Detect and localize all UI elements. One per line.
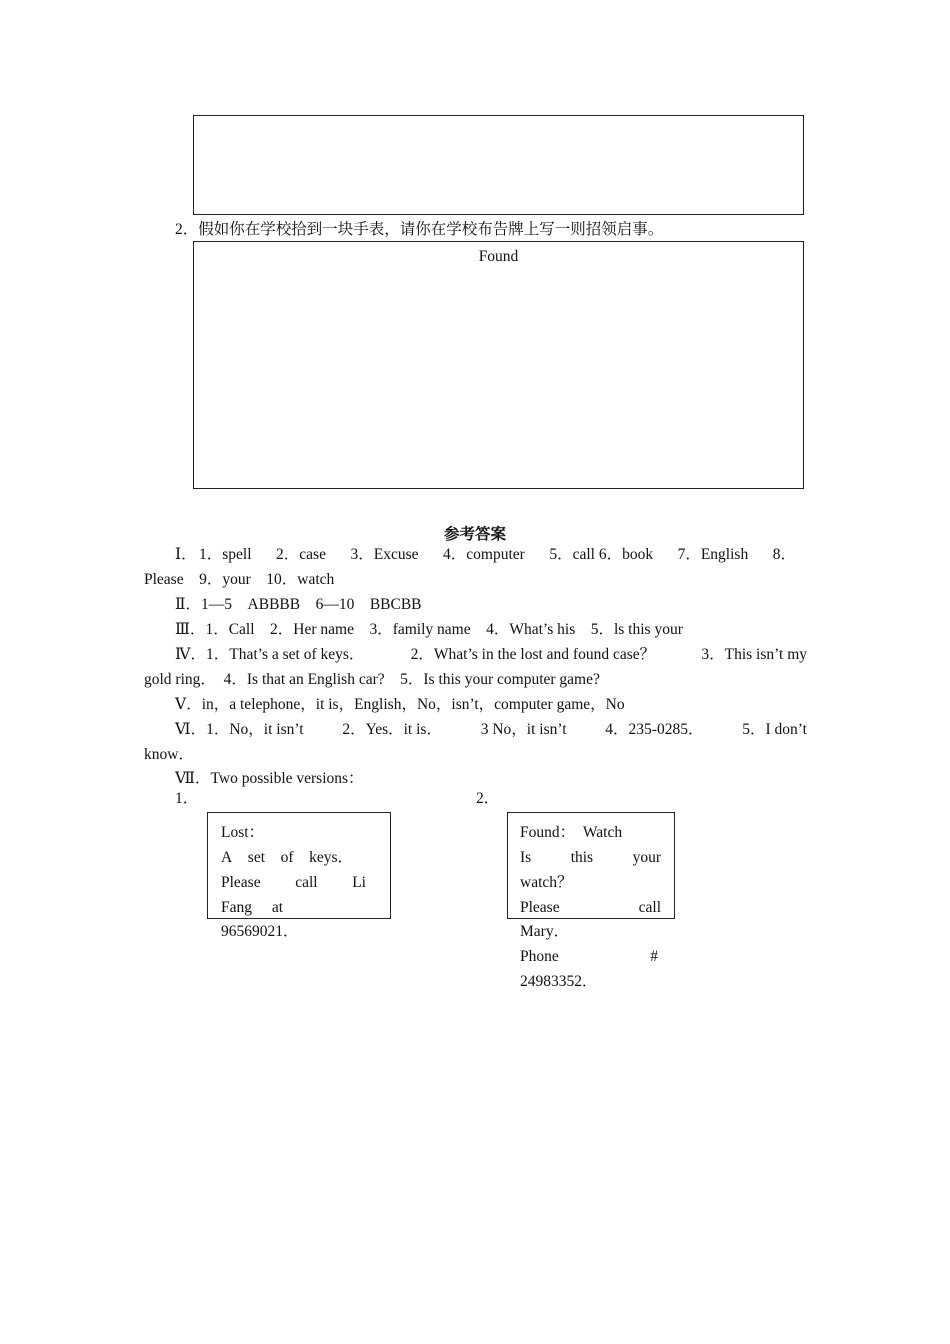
lost-word: Fang: [221, 899, 252, 916]
answer-IV-line1: [175, 645, 807, 665]
lost-word: of: [280, 849, 294, 866]
lost-word: at: [271, 899, 283, 916]
lost-line-2: [221, 848, 353, 868]
answer-IV-item: Ⅳ．1．That’s a set of keys．: [175, 646, 365, 663]
lost-line-3: [221, 873, 366, 893]
answers-heading: 参考答案: [443, 526, 506, 543]
writing-box-1: [193, 115, 804, 215]
found-word: Phone: [520, 948, 559, 965]
found-line-5: Mary．: [520, 923, 570, 940]
answer-VI-line2: know．: [144, 746, 194, 763]
found-word: #: [650, 948, 658, 965]
lost-word: call: [295, 874, 318, 891]
answer-IV-item: 2．What’s in the lost and found case？: [410, 646, 656, 663]
lost-line-4: [221, 898, 283, 918]
found-word: Please: [520, 899, 560, 916]
answer-VI-item: 3 No，it isn’t: [480, 721, 567, 738]
found-title: Found： Watch: [520, 824, 623, 841]
found-word: Is: [520, 849, 532, 866]
lost-word: A: [221, 849, 233, 866]
answer-VI-item: 2．Yes．it is．: [342, 721, 442, 738]
answer-III: Ⅲ．1．Call 2．Her name 3．family name 4．What’s his 5．ls this your: [175, 621, 683, 638]
found-phone: 24983352．: [520, 973, 598, 990]
found-box-title: Found: [478, 248, 519, 265]
answer-I-item: 7．English: [677, 546, 749, 563]
answer-I-item: 2．case: [276, 546, 326, 563]
answer-I-cont: 9．your: [199, 571, 251, 588]
writing-box-found: [193, 241, 804, 489]
answer-I-cont: Please: [144, 571, 184, 588]
version-2-number: 2．: [476, 790, 500, 807]
answer-I-line1: [199, 545, 796, 565]
answer-I-item: 4．computer: [443, 546, 525, 563]
lost-word: Please: [221, 874, 261, 891]
answer-VI-item: Ⅵ．1．No，it isn’t: [175, 721, 304, 738]
answer-IV-item: 3．This isn’t my: [701, 646, 807, 663]
task2-prompt: 2．假如你在学校拾到一块手表，请你在学校布告牌上写一则招领启事。: [175, 221, 664, 238]
version-1-number: 1．: [175, 790, 199, 807]
found-word: this: [570, 849, 594, 866]
answer-V: Ⅴ．in，a telephone，it is，English，No，isn’t，computer game，No: [175, 696, 625, 713]
answer-IV-line2: gold ring． 4．Is that an English car? 5．Is this your computer game?: [144, 671, 600, 688]
answer-I-cont: 10．watch: [266, 571, 335, 588]
lost-word: Li: [352, 874, 366, 891]
found-line-6: [520, 947, 658, 967]
lost-word: set: [247, 849, 265, 866]
found-line-2: [520, 848, 661, 868]
answer-VI-item: 4．235-0285．: [605, 721, 704, 738]
answer-I-label: Ⅰ．: [175, 546, 197, 563]
answer-VI-line1: [175, 720, 807, 740]
lost-phone: 96569021．: [221, 923, 299, 940]
found-line-4: [520, 898, 661, 918]
answer-I-item: 3．Excuse: [350, 546, 419, 563]
answer-I-item: 1．spell: [199, 546, 252, 563]
answer-I-item: 8．: [772, 546, 796, 563]
answer-VI-item: 5．I don’t: [742, 721, 807, 738]
lost-title: Lost：: [221, 824, 265, 841]
answer-I-line2: [144, 570, 334, 590]
found-word: your: [632, 849, 661, 866]
lost-word: keys．: [309, 849, 353, 866]
answer-I-item: 5．call 6．book: [549, 546, 654, 563]
answer-II: Ⅱ．1—5 ABBBB 6—10 BBCBB: [175, 596, 422, 613]
found-word: call: [638, 899, 661, 916]
found-line-3: watch？: [520, 874, 573, 891]
answer-VII-intro: Ⅶ．Two possible versions：: [175, 770, 364, 787]
